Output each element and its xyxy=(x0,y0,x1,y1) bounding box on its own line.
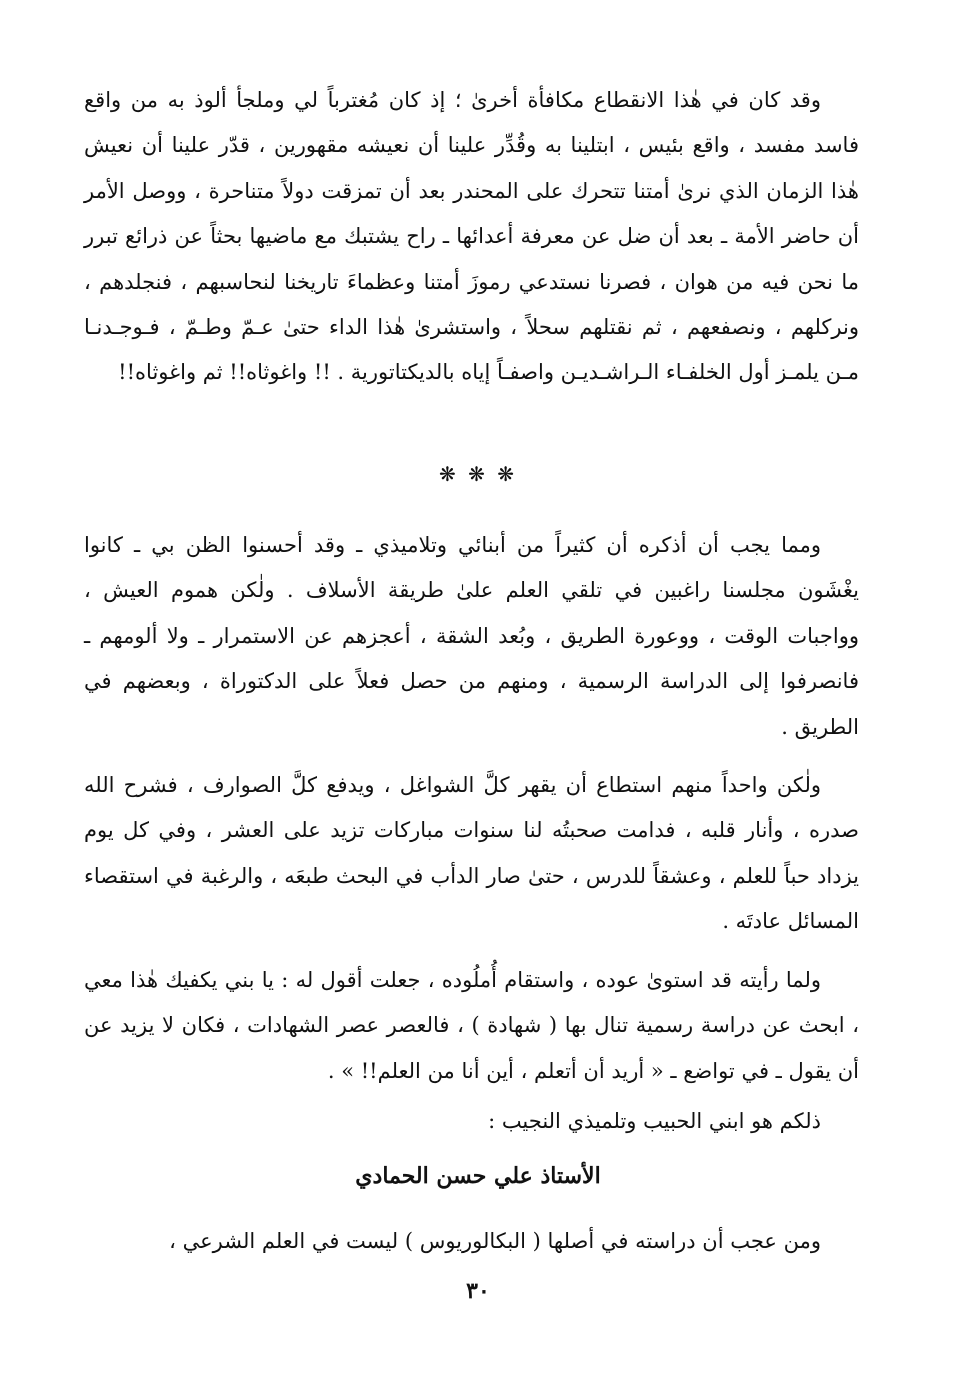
section-separator: ❋ ❋ ❋ xyxy=(439,462,517,486)
paragraph-bachelor: ومن عجب أن دراسته في أصلها ( البكالوريوس ) ليست في العلم الشرعي ، xyxy=(169,1229,821,1253)
paragraph-one-student: ولٰكن واحداً منهم استطاع أن يقهر كلَّ الشواغل ، ويدفع كلَّ الصوارف ، فشرح الله صدره ، وأنار قلبه ، فدامت صحبتُه لنا سنوات مباركات تزيد على العشر ، وفي كل يوم يزداد حباً للعلم ، وعشقاً للدرس ، حتىٰ صار الدأب في البحث طبعَه ، والرغبة في استقصاء المسائل عادتَه . xyxy=(84,773,859,934)
paragraph-introduction: ذلكم هو ابني الحبيب وتلميذي النجيب : xyxy=(488,1109,821,1133)
paragraph-advice: ولما رأيته قد استوىٰ عوده ، واستقام أُملُوده ، جعلت أقول له : يا بني يكفيك هٰذا معي ، ابحث عن دراسة رسمية تنال بها ( شهادة ) ، فالعصر عصر الشهادات ، فكان لا يزيد عن أن يقول ـ في تواضع ـ « أريد أن أتعلم ، أين أنا من العلم!! » . xyxy=(84,968,859,1083)
student-name-heading: الأستاذ علي حسن الحمادي xyxy=(355,1163,601,1189)
paragraph-isolation-reward: وقد كان في هٰذا الانقطاع مكافأة أخرىٰ ؛ إذ كان مُغترباً لي وملجأ ألوذ به من واقع فاسد مفسد ، واقع بئيس ، ابتلينا به وقُدِّر علينا أن نعيشه مقهورين ، قدّر علينا أن نعيش هٰذا الزمان الذي نرىٰ أمتنا تتحرك على المحندر بعد أن تمزقت دولاً متناحرة ، ووصل الأمر أن حاضر الأمة ـ بعد أن ضل عن معرفة أعدائها ـ راح يشتبك مع ماضيها بحثاً عن ذرائع تبرر ما نحن فيه من هوان ، فصرنا نستدعي رموزَ أمتنا وعظماءَ تاريخنا لنحاسبهم ، فنجلدهم ، ونركلهم ، ونصفعهم ، ثم نقتلهم سحلاً ، واستشرىٰ هٰذا الداء حتىٰ عـمّ وطـمّ ، فـوجـدنـا مـن يلمـز أول الخلفـاء الـراشـديـن واصفـاً إياه بالديكتاتورية . !! واغوثاه!! ثم واغوثاه!! xyxy=(84,88,859,385)
page-number: ٣٠ xyxy=(466,1278,490,1304)
paragraph-students: ومما يجب أن أذكره أن كثيراً من أبنائي وتلاميذي ـ وقد أحسنوا الظن بي ـ كانوا يغْشَون مجلسنا راغبين في تلقي العلم علىٰ طريقة الأسلاف . ولٰكن هموم العيش ، وواجبات الوقت ، ووعورة الطريق ، وبُعد الشقة ، أعجزهم عن الاستمرار ـ ولا ألومهم ـ فانصرفوا إلى الدراسة الرسمية ، ومنهم من حصل فعلاً على الدكتوراة ، وبعضهم في الطريق . xyxy=(84,533,859,739)
